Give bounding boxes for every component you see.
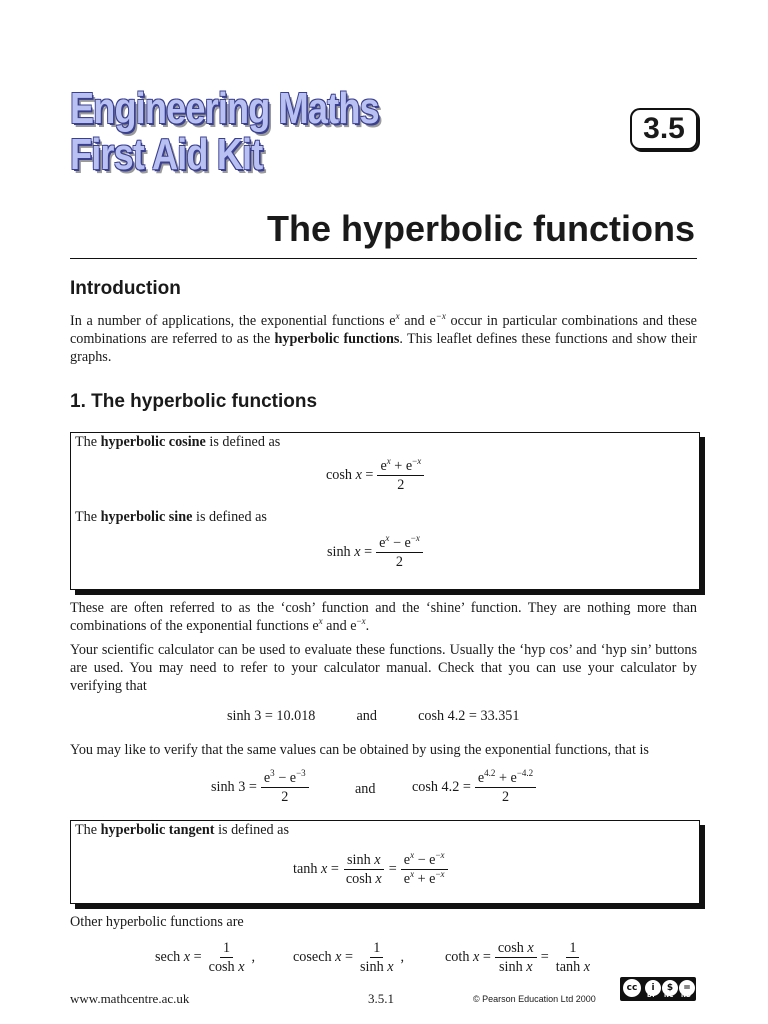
cc-nd-label: ND (681, 992, 692, 999)
brand-logo (70, 86, 379, 178)
tanh-formula: tanh x = $\frac{\text{sinh x}}{\text{cosh x}}$ = $\frac{e^x - e^{-x}}{e^x + e^{-x}}$ (293, 851, 452, 888)
sech-formula: sech x = $\frac{1}{\text{cosh x}}$ , (155, 940, 256, 975)
brand-line-1: Engineering Maths (70, 84, 379, 133)
cc-logo-icon: cc (622, 978, 642, 998)
definition-box-tanh (70, 820, 700, 904)
other-functions-paragraph: Other hyperbolic functions are (70, 914, 244, 930)
cosh42-value: cosh 4.2 = 33.351 (418, 708, 520, 724)
cosh-formula: cosh x = $\frac{e^x + e^{-x}}{2}$ (326, 457, 428, 494)
exp-verify-cosh42: cosh 4.2 = $\frac{e^{4.2} + e^{-4.2}}{2}$ (412, 769, 540, 806)
verify-paragraph: You may like to verify that the same values can be obtained by using the exponential functions, that is (70, 742, 649, 758)
and-text-2: and (355, 781, 376, 797)
cc-nd-icon: = (678, 979, 696, 997)
page-title: The hyperbolic functions (266, 208, 695, 249)
footer-copyright: © Pearson Education Ltd 2000 (473, 994, 596, 1004)
title-rule (70, 258, 697, 259)
footer-page-number: 3.5.1 (368, 991, 394, 1006)
footer-website: www.mathcentre.ac.uk (70, 991, 190, 1006)
calculator-check-equations (227, 708, 520, 725)
and-text: and (356, 708, 377, 724)
cosh-definition-text: The hyperbolic cosine is defined as (75, 434, 281, 450)
cc-by-label: BY (647, 992, 656, 999)
exp-verify-sinh3: sinh 3 = $\frac{e^3 - e^{-3}}{2}$ (211, 769, 313, 806)
cc-nc-label: NC (664, 992, 674, 999)
sinh-formula: sinh x = $\frac{e^x - e^{-x}}{2}$ (327, 534, 427, 571)
definition-box-cosh-sinh (70, 432, 700, 590)
intro-heading: Introduction (70, 278, 181, 299)
cosech-formula: cosech x = $\frac{1}{\text{sinh x}}$ , (293, 940, 405, 975)
brand-line-2: First Aid Kit (70, 130, 263, 179)
leaflet-number-badge: 3.5 (630, 108, 698, 150)
cosh-shine-paragraph: These are often referred to as the ‘cosh’ function and the ‘shine’ function. They are nothing more than combinations of the exponential functions $e^x$ and $e^{-x}$. (70, 600, 697, 634)
cc-nc-icon: $ (661, 979, 679, 997)
cc-by-icon: i (644, 979, 662, 997)
sinh-definition-text: The hyperbolic sine is defined as (75, 509, 267, 525)
coth-formula: coth x = $\frac{\text{cosh x}}{\text{sinh x}}$ = $\frac{1}{\text{tanh x}}$ (445, 940, 591, 975)
cc-license-icon (620, 977, 696, 1001)
calculator-paragraph: Your scientific calculator can be used to evaluate these functions. Usually the ‘hyp cos’ and ‘hyp sin’ buttons are used. You may need to refer to your calculator manual. Check that you can use your calculator by verifying that (70, 642, 697, 694)
tanh-definition-text: The hyperbolic tangent is defined as (75, 822, 289, 838)
sinh3-value: sinh 3 = 10.018 (227, 708, 316, 724)
intro-paragraph: In a number of applications, the exponential functions $e^x$ and $e^{-x}$ occur in particular combinations and these combinations are referred to as the hyperbolic functions. This leaflet defines these functions and show their graphs. (70, 311, 697, 365)
section-1-heading: 1. The hyperbolic functions (70, 391, 318, 412)
